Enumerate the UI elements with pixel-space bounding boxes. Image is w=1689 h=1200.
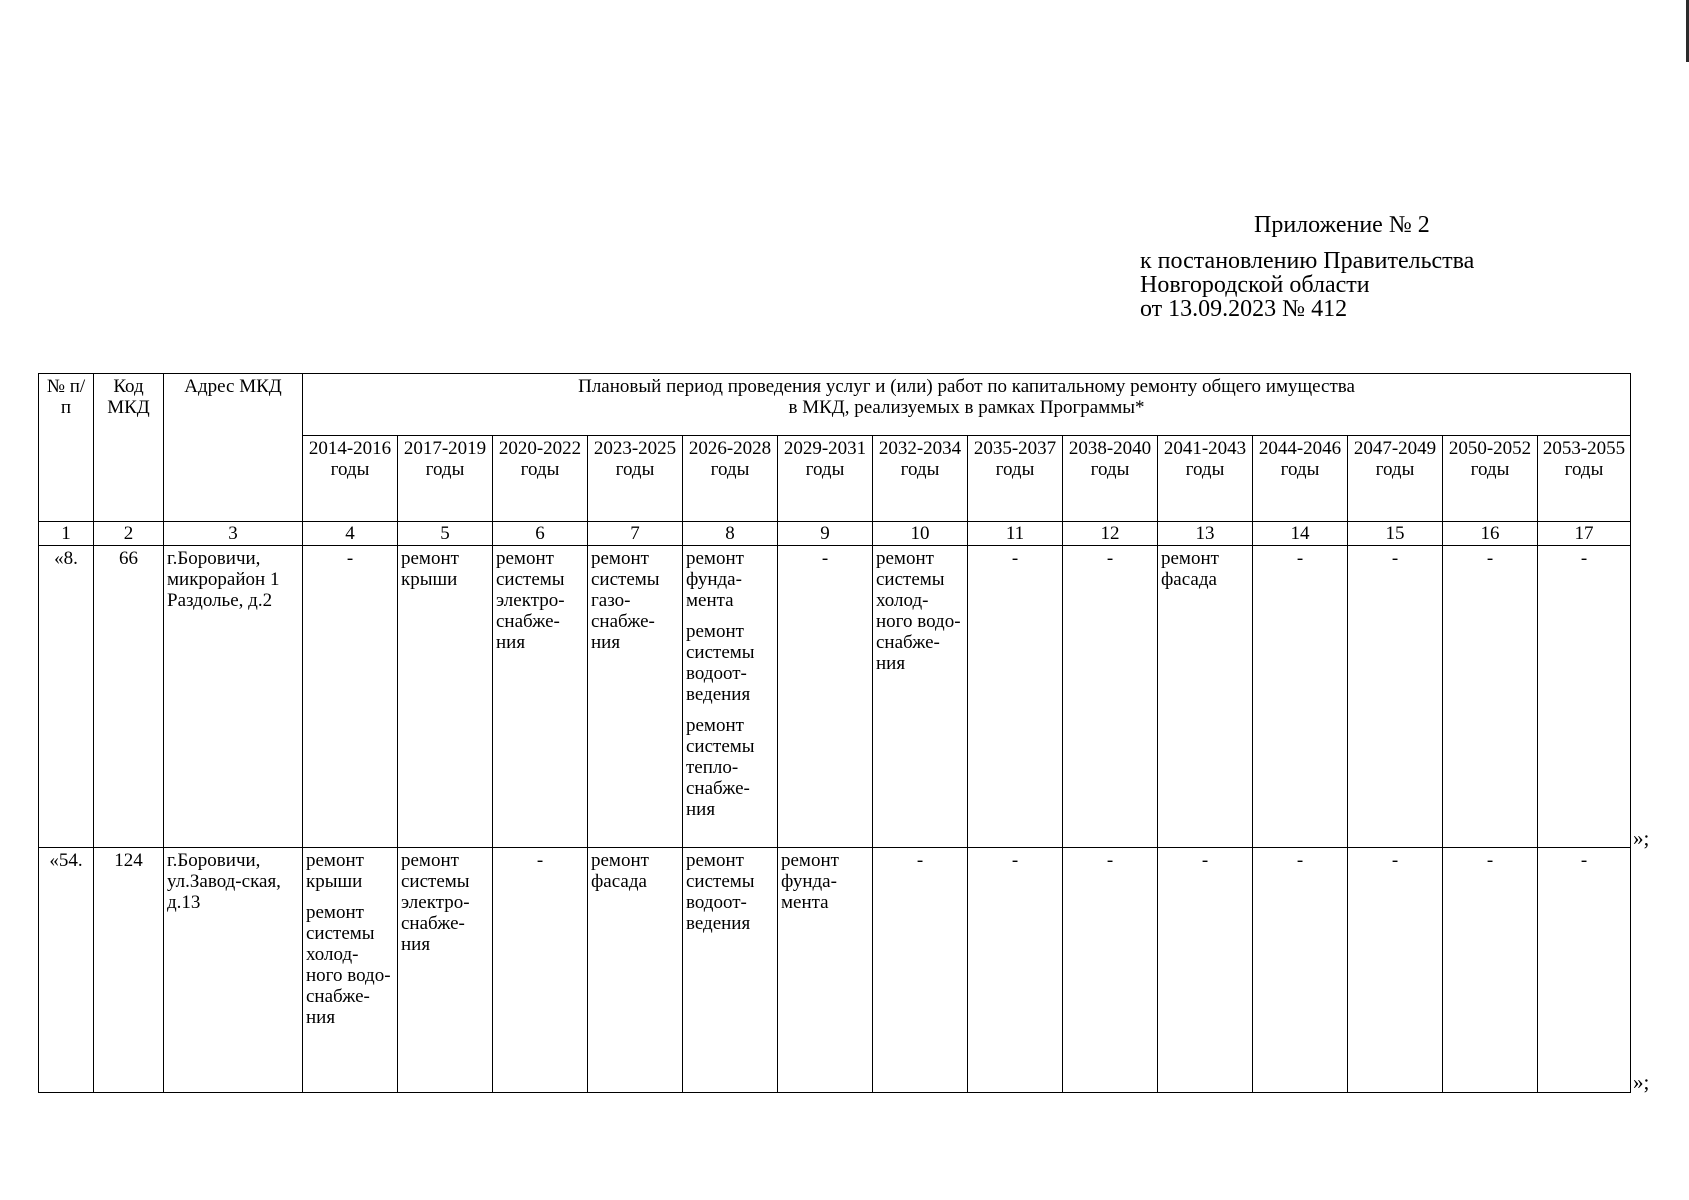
- year-header: 2023-2025 годы: [588, 436, 683, 522]
- work-cell: [1443, 546, 1538, 848]
- work-item: ремонт системы газо-снабже-ния: [591, 548, 660, 653]
- row-closing-quote: »;: [1633, 826, 1650, 850]
- work-cell: [1253, 848, 1348, 1093]
- column-number: 10: [873, 522, 968, 546]
- work-item: -: [1296, 548, 1304, 569]
- year-header: 2041-2043 годы: [1158, 436, 1253, 522]
- year-header: 2032-2034 годы: [873, 436, 968, 522]
- row-num: «54.: [39, 848, 94, 1093]
- row-address: г.Боровичи, микрорайон 1 Раздолье, д.2: [164, 546, 303, 848]
- year-header: 2050-2052 годы: [1443, 436, 1538, 522]
- appendix-block: [1140, 213, 1474, 321]
- work-cell: [1158, 546, 1253, 848]
- column-numbers-row: [39, 522, 1631, 546]
- work-item: -: [1201, 850, 1209, 871]
- work-cell: [1348, 848, 1443, 1093]
- work-item: -: [1296, 850, 1304, 871]
- header-row-1: [39, 374, 1631, 436]
- column-number: 11: [968, 522, 1063, 546]
- work-cell: [1538, 546, 1631, 848]
- work-item: -: [536, 850, 544, 871]
- column-number: 14: [1253, 522, 1348, 546]
- work-cell: [493, 546, 588, 848]
- work-cell: [968, 546, 1063, 848]
- work-item: -: [1106, 850, 1114, 871]
- work-item: -: [1486, 850, 1494, 871]
- column-number: 15: [1348, 522, 1443, 546]
- work-item: ремонт крыши: [306, 850, 364, 892]
- work-item: -: [916, 850, 924, 871]
- work-cell: [1063, 546, 1158, 848]
- work-cell: [398, 848, 493, 1093]
- column-number: 4: [303, 522, 398, 546]
- work-item: ремонт фасада: [591, 850, 649, 892]
- header-num: № п/п: [39, 374, 94, 522]
- year-header: 2020-2022 годы: [493, 436, 588, 522]
- header-period-line-2: в МКД, реализуемых в рамках Программы*: [788, 397, 1145, 418]
- appendix-line-1: к постановлению Правительства: [1140, 248, 1475, 274]
- work-cell: [398, 546, 493, 848]
- work-cell: [683, 546, 778, 848]
- work-item: -: [1011, 850, 1019, 871]
- work-item: -: [1580, 548, 1588, 569]
- work-item: ремонт фунда-мента: [686, 548, 744, 611]
- work-item: -: [821, 548, 829, 569]
- column-number: 17: [1538, 522, 1631, 546]
- table-row: [39, 546, 1631, 848]
- work-item: ремонт крыши: [401, 548, 459, 590]
- appendix-line-2: Новгородской области: [1140, 272, 1370, 298]
- work-item: -: [346, 548, 354, 569]
- year-header: 2053-2055 годы: [1538, 436, 1631, 522]
- year-header: 2044-2046 годы: [1253, 436, 1348, 522]
- row-code: 66: [94, 546, 164, 848]
- year-header: 2035-2037 годы: [968, 436, 1063, 522]
- work-item: ремонт системы тепло-снабже-ния: [686, 715, 755, 820]
- year-header: 2017-2019 годы: [398, 436, 493, 522]
- work-cell: [588, 546, 683, 848]
- work-item: ремонт системы холод-ного водо-снабже-ния: [306, 902, 391, 1028]
- work-item: ремонт системы холод-ного водо-снабже-ния: [876, 548, 961, 674]
- work-cell: [1253, 546, 1348, 848]
- work-item: -: [1391, 548, 1399, 569]
- row-address: г.Боровичи, ул.Завод-ская, д.13: [164, 848, 303, 1093]
- column-number: 8: [683, 522, 778, 546]
- year-header: 2038-2040 годы: [1063, 436, 1158, 522]
- work-cell: [303, 546, 398, 848]
- work-cell: [588, 848, 683, 1093]
- row-num: «8.: [39, 546, 94, 848]
- work-item: ремонт фасада: [1161, 548, 1219, 590]
- work-item: -: [1391, 850, 1399, 871]
- work-cell: [873, 546, 968, 848]
- work-item: -: [1486, 548, 1494, 569]
- work-cell: [1443, 848, 1538, 1093]
- work-cell: [1538, 848, 1631, 1093]
- work-cell: [1348, 546, 1443, 848]
- work-cell: [303, 848, 398, 1093]
- column-number: 12: [1063, 522, 1158, 546]
- row-code: 124: [94, 848, 164, 1093]
- work-cell: [1063, 848, 1158, 1093]
- work-item: ремонт системы электро-снабже-ния: [401, 850, 470, 955]
- work-item: ремонт системы водоот-ведения: [686, 621, 755, 705]
- column-number: 7: [588, 522, 683, 546]
- header-period: [303, 374, 1631, 436]
- column-number: 6: [493, 522, 588, 546]
- work-item: ремонт системы водоот-ведения: [686, 850, 755, 934]
- work-item: -: [1580, 850, 1588, 871]
- column-number: 9: [778, 522, 873, 546]
- column-number: 2: [94, 522, 164, 546]
- capital-repair-plan-table: [38, 373, 1631, 1093]
- work-cell: [968, 848, 1063, 1093]
- row-closing-quote: »;: [1633, 1070, 1650, 1094]
- work-item: ремонт фунда-мента: [781, 850, 839, 913]
- year-header: 2029-2031 годы: [778, 436, 873, 522]
- column-number: 1: [39, 522, 94, 546]
- work-item: ремонт системы электро-снабже-ния: [496, 548, 565, 653]
- column-number: 16: [1443, 522, 1538, 546]
- year-header: 2047-2049 годы: [1348, 436, 1443, 522]
- table-row: [39, 848, 1631, 1093]
- work-cell: [873, 848, 968, 1093]
- year-header: 2026-2028 годы: [683, 436, 778, 522]
- column-number: 13: [1158, 522, 1253, 546]
- work-cell: [778, 546, 873, 848]
- appendix-title: Приложение № 2: [1254, 212, 1430, 238]
- work-cell: [1158, 848, 1253, 1093]
- year-header: 2014-2016 годы: [303, 436, 398, 522]
- work-item: -: [1011, 548, 1019, 569]
- header-code: Код МКД: [94, 374, 164, 522]
- work-cell: [683, 848, 778, 1093]
- header-period-line-1: Плановый период проведения услуг и (или) работ по капитальному ремонту общего имущества: [578, 376, 1355, 397]
- appendix-line-3: от 13.09.2023 № 412: [1140, 296, 1348, 322]
- header-address: Адрес МКД: [164, 374, 303, 522]
- column-number: 5: [398, 522, 493, 546]
- column-number: 3: [164, 522, 303, 546]
- work-item: -: [1106, 548, 1114, 569]
- work-cell: [778, 848, 873, 1093]
- work-cell: [493, 848, 588, 1093]
